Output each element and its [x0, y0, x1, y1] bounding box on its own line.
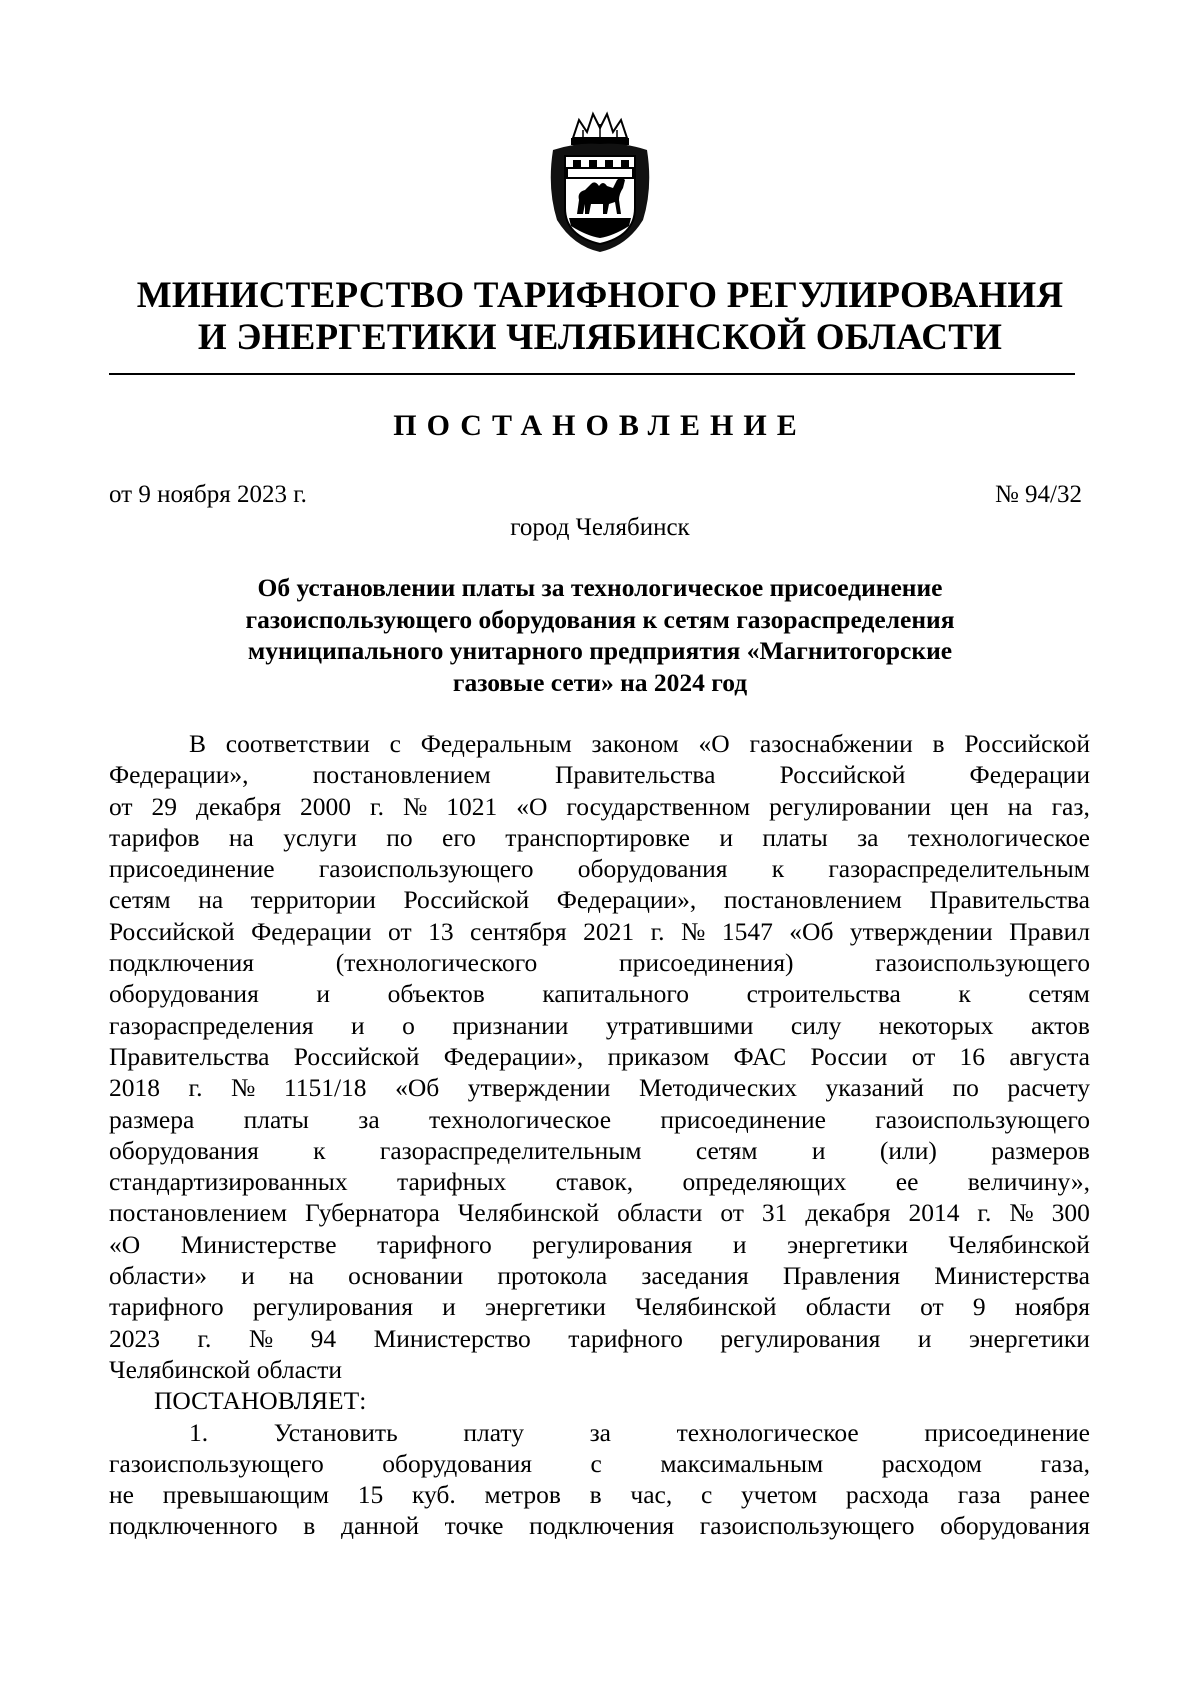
body-line: В соответствии с Федеральным законом «О газоснабжении в Российской: [189, 729, 1090, 758]
document-title: [150, 572, 1050, 698]
title-line: муниципального унитарного предприятия «Магнитогорские: [247, 636, 953, 665]
document-body: [109, 728, 1090, 1542]
body-line: присоединение газоиспользующего оборудования к газораспределительным: [109, 854, 1090, 884]
document-city: город Челябинск: [510, 514, 690, 541]
body-line: газоиспользующего оборудования с максимальным расходом газа,: [109, 1448, 1090, 1478]
title-line: газоиспользующего оборудования к сетям газораспределения: [245, 604, 955, 634]
body-line: Правительства Российской Федерации», приказом ФАС России от 16 августа: [109, 1041, 1090, 1071]
document-date: от 9 ноября 2023 г.: [109, 481, 307, 508]
ministry-name-line2: И ЭНЕРГЕТИКИ ЧЕЛЯБИНСКОЙ ОБЛАСТИ: [197, 317, 1003, 358]
body-line: оборудования и объектов капитального строительства к сетям: [109, 979, 1090, 1009]
resolves-heading: ПОСТАНОВЛЯЕТ:: [154, 1386, 367, 1416]
body-line: подключения (технологического присоединения) газоиспользующего: [109, 948, 1090, 978]
body-line: области» и на основании протокола заседания Правления Министерства: [109, 1261, 1090, 1291]
body-line: 2018 г. № 1151/18 «Об утверждении Методических указаний по расчету: [109, 1073, 1090, 1103]
document-type: ПОСТАНОВЛЕНИЕ: [393, 409, 807, 442]
body-line: «О Министерстве тарифного регулирования и энергетики Челябинской: [109, 1229, 1090, 1259]
header-divider: [109, 373, 1075, 375]
body-line: размера платы за технологическое присоединение газоиспользующего: [109, 1104, 1090, 1134]
body-line: 1. Установить плату за технологическое присоединение: [189, 1417, 1090, 1447]
body-line: стандартизированных тарифных ставок, определяющих ее величину»,: [109, 1167, 1090, 1197]
body-line: сетям на территории Российской Федерации», постановлением Правительства: [109, 885, 1090, 915]
ministry-name-line1: МИНИСТЕРСТВО ТАРИФНОГО РЕГУЛИРОВАНИЯ: [136, 275, 1064, 316]
body-line: Челябинской области: [109, 1354, 343, 1384]
body-line: тарифного регулирования и энергетики Челябинской области от 9 ноября: [109, 1292, 1090, 1322]
body-line: подключенного в данной точке подключения газоиспользующего оборудования: [109, 1511, 1090, 1541]
coat-of-arms-icon: [543, 108, 657, 254]
body-line: 2023 г. № 94 Министерство тарифного регулирования и энергетики: [109, 1323, 1090, 1353]
body-line: оборудования к газораспределительным сетям и (или) размеров: [109, 1135, 1090, 1165]
body-line: тарифов на услуги по его транспортировке и платы за технологическое: [109, 822, 1090, 852]
title-line: газовые сети» на 2024 год: [452, 667, 748, 697]
body-line: газораспределения и о признании утратившими силу некоторых актов: [109, 1010, 1090, 1040]
body-line: от 29 декабря 2000 г. № 1021 «О государственном регулировании цен на газ,: [109, 791, 1090, 821]
document-number: № 94/32: [994, 481, 1082, 508]
body-line: не превышающим 15 куб. метров в час, с учетом расхода газа ранее: [109, 1480, 1090, 1510]
body-line: постановлением Губернатора Челябинской области от 31 декабря 2014 г. № 300: [109, 1198, 1090, 1228]
title-line: Об установлении платы за технологическое присоединение: [257, 573, 943, 602]
body-line: Российской Федерации от 13 сентября 2021 г. № 1547 «Об утверждении Правил: [109, 916, 1090, 946]
body-line: Федерации», постановлением Правительства Российской Федерации: [109, 760, 1090, 790]
